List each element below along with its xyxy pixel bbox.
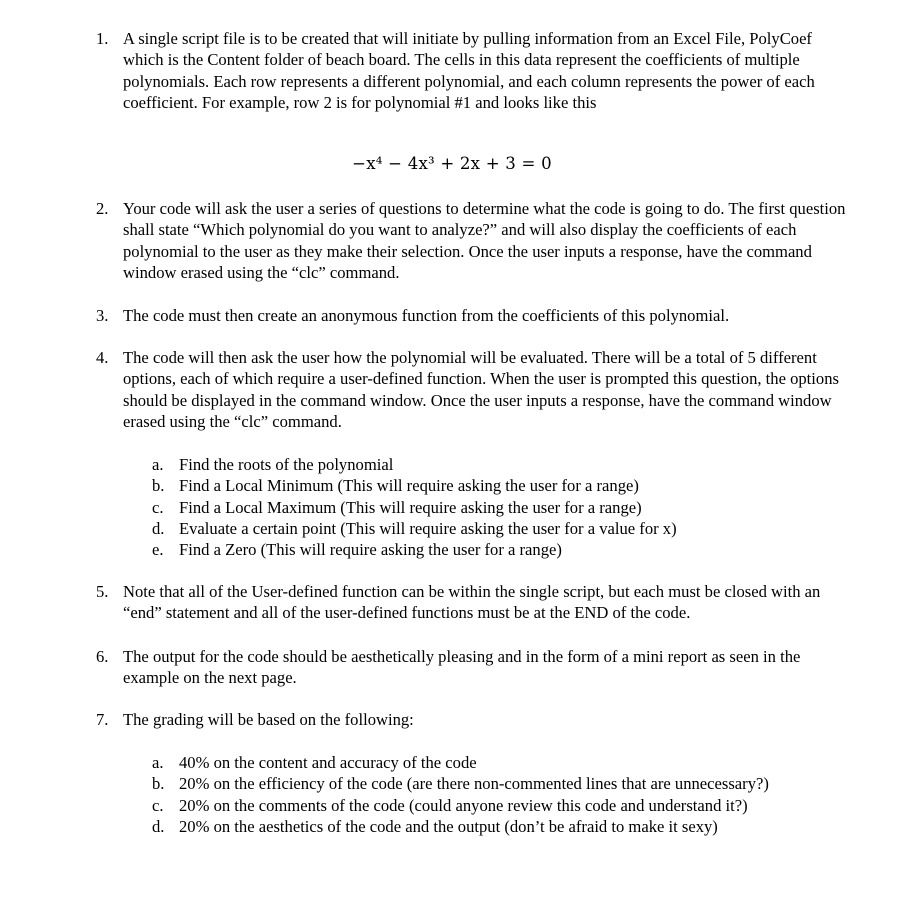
option-letter: b. (152, 476, 165, 496)
option-item (152, 497, 872, 518)
grading-letter: c. (152, 795, 164, 815)
list-item-6 (96, 646, 846, 689)
option-item (152, 475, 872, 496)
grading-item (152, 816, 872, 837)
option-letter: a. (152, 455, 164, 474)
item-number: 7. (96, 710, 109, 729)
polynomial-equation (0, 154, 912, 173)
grading-text: 20% on the comments of the code (could anyone review this code and understand it?) (179, 795, 748, 815)
grading-item (152, 773, 872, 794)
list-item-5 (96, 581, 846, 624)
option-text: Evaluate a certain point (This will require asking the user for a value for x) (179, 518, 677, 538)
grading-item (152, 752, 872, 773)
option-item (152, 518, 872, 539)
equation-text: −x⁴ − 4x³ + 2x + 3 = 0 (352, 154, 552, 173)
grading-letter: b. (152, 774, 165, 794)
list-item-2 (96, 198, 846, 284)
list-item-7 (96, 709, 846, 730)
item-number: 1. (96, 29, 109, 48)
grading-criteria-list (152, 752, 872, 837)
grading-item (152, 795, 872, 816)
list-item-3 (96, 305, 846, 326)
option-text: Find the roots of the polynomial (179, 455, 394, 474)
option-text: Find a Local Maximum (This will require asking the user for a range) (179, 497, 642, 517)
item-text: The code must then create an anonymous function from the coefficients of this polynomial. (123, 306, 730, 325)
item-text: A single script file is to be created that will initiate by pulling information from an Excel File, PolyCoef which is the Content folder of beach board. The cells in this data represent the coefficients of multiple polynomials. Each row represents a different polynomial, and each column represents the power of each coefficient. For example, row 2 is for polynomial #1 and looks like this (123, 29, 815, 113)
item-text: The code will then ask the user how the polynomial will be evaluated. There will be a total of 5 different options, each of which require a user-defined function. When the user is prompted this question, the options should be displayed in the command window. Once the user inputs a response, have the command window erased using the “clc” command. (123, 348, 839, 432)
item-text: The grading will be based on the following: (123, 710, 414, 729)
grading-text: 20% on the efficiency of the code (are there non-commented lines that are unnecessary?) (179, 774, 769, 794)
item-number: 5. (96, 582, 109, 601)
list-item-4 (96, 347, 846, 433)
option-text: Find a Local Minimum (This will require asking the user for a range) (179, 476, 639, 496)
grading-text: 20% on the aesthetics of the code and the output (don’t be afraid to make it sexy) (179, 816, 718, 836)
item-text: The output for the code should be aesthetically pleasing and in the form of a mini report as seen in the example on the next page. (123, 647, 801, 688)
option-text: Find a Zero (This will require asking the user for a range) (179, 540, 562, 560)
option-item (152, 454, 872, 475)
grading-letter: d. (152, 816, 165, 836)
option-item (152, 539, 872, 560)
item-text: Your code will ask the user a series of questions to determine what the code is going to do. The first question shall state “Which polynomial do you want to analyze?” and will also display the coefficients of each polynomial to the user as they make their selection. Once the user inputs a response, have the command window erased using the “clc” command. (123, 199, 846, 283)
item-number: 4. (96, 348, 109, 367)
item-number: 2. (96, 199, 109, 218)
list-item-1 (96, 28, 846, 114)
option-letter: d. (152, 518, 165, 538)
item-text: Note that all of the User-defined function can be within the single script, but each must be closed with an “end” statement and all of the user-defined functions must be at the END of the code. (123, 582, 821, 623)
item-number: 3. (96, 306, 109, 325)
option-letter: e. (152, 540, 164, 560)
grading-text: 40% on the content and accuracy of the code (179, 753, 477, 772)
option-letter: c. (152, 497, 164, 517)
evaluation-options-list (152, 454, 872, 560)
grading-letter: a. (152, 753, 164, 772)
item-number: 6. (96, 647, 109, 666)
